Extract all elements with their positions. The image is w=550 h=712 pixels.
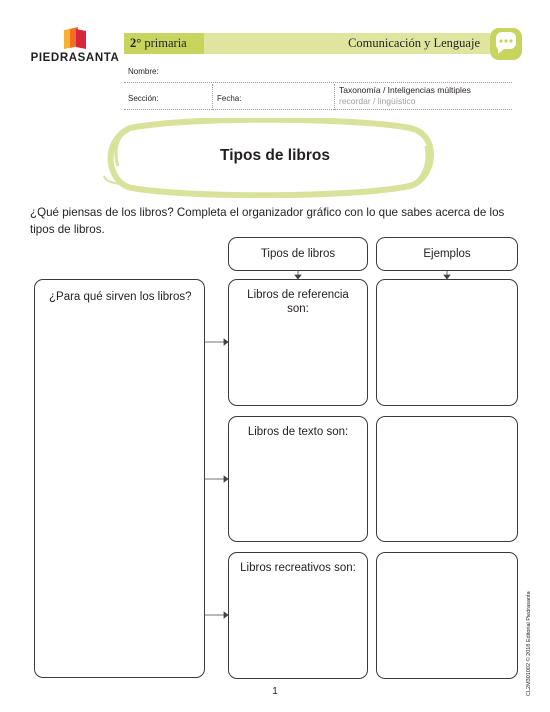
nombre-line <box>124 82 512 83</box>
page-title: Tipos de libros <box>220 147 330 164</box>
fecha-label: Fecha: <box>217 94 242 103</box>
type-box-texto[interactable] <box>228 416 368 542</box>
question-answer-box[interactable] <box>34 279 205 678</box>
subject-label: Comunicación y Lenguaje <box>348 36 480 50</box>
field-divider <box>334 84 335 110</box>
page-number: 1 <box>272 686 278 697</box>
taxonomy-title: Taxonomía / Inteligencias múltiples <box>339 85 471 95</box>
question-label: ¿Para qué sirven los libros? <box>49 291 192 303</box>
grade-level: primaria <box>144 36 187 50</box>
type-box-recreativos[interactable] <box>228 552 368 679</box>
copyright-text: CL2M301002 © 2018 Editorial Piedrasanta <box>526 591 532 696</box>
type-label-referencia: Libros de referencia son: <box>247 289 349 315</box>
nombre-label: Nombre: <box>128 67 159 76</box>
type-box-referencia[interactable] <box>228 279 368 406</box>
example-box-recreativos[interactable] <box>376 552 518 679</box>
logo-text: PIEDRASANTA <box>30 52 120 64</box>
instruction-text: ¿Qué piensas de los libros? Completa el organizador gráfico con lo que sabes acerca de los tipos de libros. <box>30 206 505 236</box>
field-divider <box>212 84 213 110</box>
header-ejemplos-label: Ejemplos <box>423 248 471 260</box>
type-label-texto: Libros de texto son: <box>247 426 349 438</box>
grade-number: 2° <box>130 36 142 50</box>
speech-bubble-icon <box>489 27 523 61</box>
grade-label <box>124 33 204 54</box>
header-ejemplos <box>376 237 518 271</box>
seccion-label: Sección: <box>128 94 159 103</box>
taxonomy-subtitle: recordar / lingüístico <box>339 96 416 106</box>
section-line <box>124 109 512 110</box>
example-box-referencia[interactable] <box>376 279 518 406</box>
type-label-recreativos: Libros recreativos son: <box>240 562 356 574</box>
header-tipos-de-libros <box>228 237 368 271</box>
header-tipos-label: Tipos de libros <box>260 248 336 260</box>
piedrasanta-logo-icon <box>62 27 88 49</box>
example-box-texto[interactable] <box>376 416 518 542</box>
